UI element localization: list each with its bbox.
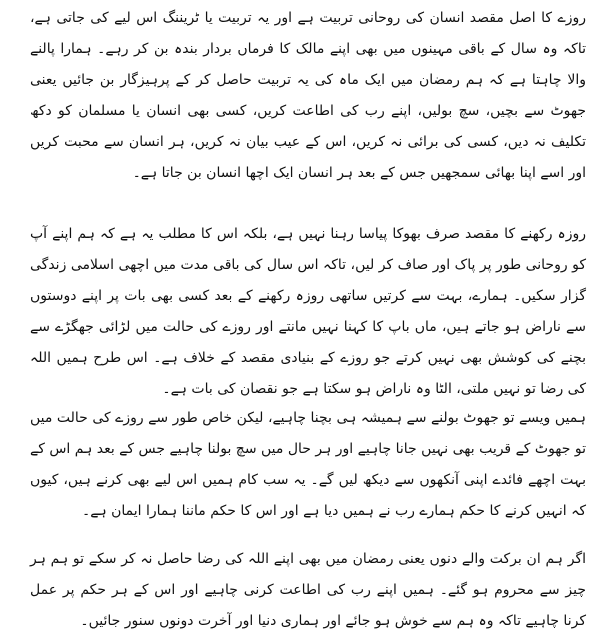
paragraph-2: روزہ رکھنے کا مقصد صرف بھوکا پیاسا رہنا نہیں ہے، بلکہ اس کا مطلب یہ ہے کہ ہم اپنے آپ کو روحانی طور پر پاک اور صاف کر لیں، تاکہ اس سال کی باقی مدت میں اچھی اسلامی زندگی گزار سکیں۔ ہمارے، بہت سے کرتیں ساتھی روزہ رکھنے کے بعد کسی بھی بات پر اپنے دوستوں سے ناراض ہو جاتے ہیں، ماں باپ کا کہنا نہیں مانتے اور روزے کی حالت میں لڑائی جھگڑے سے بچنے کی کوشش بھی نہیں کرتے جو روزے کے بنیادی مقصد کے خلاف ہے۔ اس طرح ہمیں اللہ کی رضا تو نہیں ملتی، الٹا وہ ناراض ہو سکتا ہے جو نقصان کی بات ہے۔: [30, 226, 586, 397]
paragraph-3: ہمیں ویسے تو جھوٹ بولنے سے ہمیشہ ہی بچنا چاہیے، لیکن خاص طور سے روزے کی حالت میں تو جھوٹ کے قریب بھی نہیں جانا چاہیے اور ہر حال میں سچ بولنا چاہیے جس کے بعد ہم اس کے بہت اچھے فائدے اپنی آنکھوں سے دیکھ لیں گے۔ یہ سب کام ہمیں اس لیے بھی کرنے ہیں، کیوں کہ انہیں کرنے کا حکم ہمارے رب نے ہمیں دیا ہے اور اس کا حکم ماننا ہمارا ایمان ہے۔: [30, 410, 586, 519]
paragraph-1: روزے کا اصل مقصد انسان کی روحانی تربیت ہے اور یہ تربیت یا ٹریننگ اس لیے کی جاتی ہے، تاکہ وہ سال کے باقی مہینوں میں بھی اپنے مالک کا فرماں بردار بندہ بن کر رہے۔ ہمارا پالنے والا چاہتا ہے کہ ہم رمضان میں ایک ماہ کی یہ تربیت حاصل کر کے پرہیزگار بن جائیں یعنی جھوٹ سے بچیں، سچ بولیں، اپنے رب کی اطاعت کریں، کسی بھی انسان یا مسلمان کو دکھ تکلیف نہ دیں، کسی کی برائی نہ کریں، اس کے عیب بیان نہ کریں، ہر انسان سے محبت کریں اور اسے اپنا بھائی سمجھیں جس کے بعد ہر انسان ایک اچھا انسان بن جاتا ہے۔: [30, 10, 586, 181]
paragraph-4: اگر ہم ان برکت والے دنوں یعنی رمضان میں بھی اپنے اللہ کی رضا حاصل نہ کر سکے تو ہم ہر چیز سے محروم ہو گئے۔ ہمیں اپنے رب کی اطاعت کرنی چاہیے اور اس کے ہر حکم پر عمل کرنا چاہیے تاکہ وہ ہم سے خوش ہو جائے اور ہماری دنیا اور آخرت دونوں سنور جائیں۔: [30, 551, 586, 629]
